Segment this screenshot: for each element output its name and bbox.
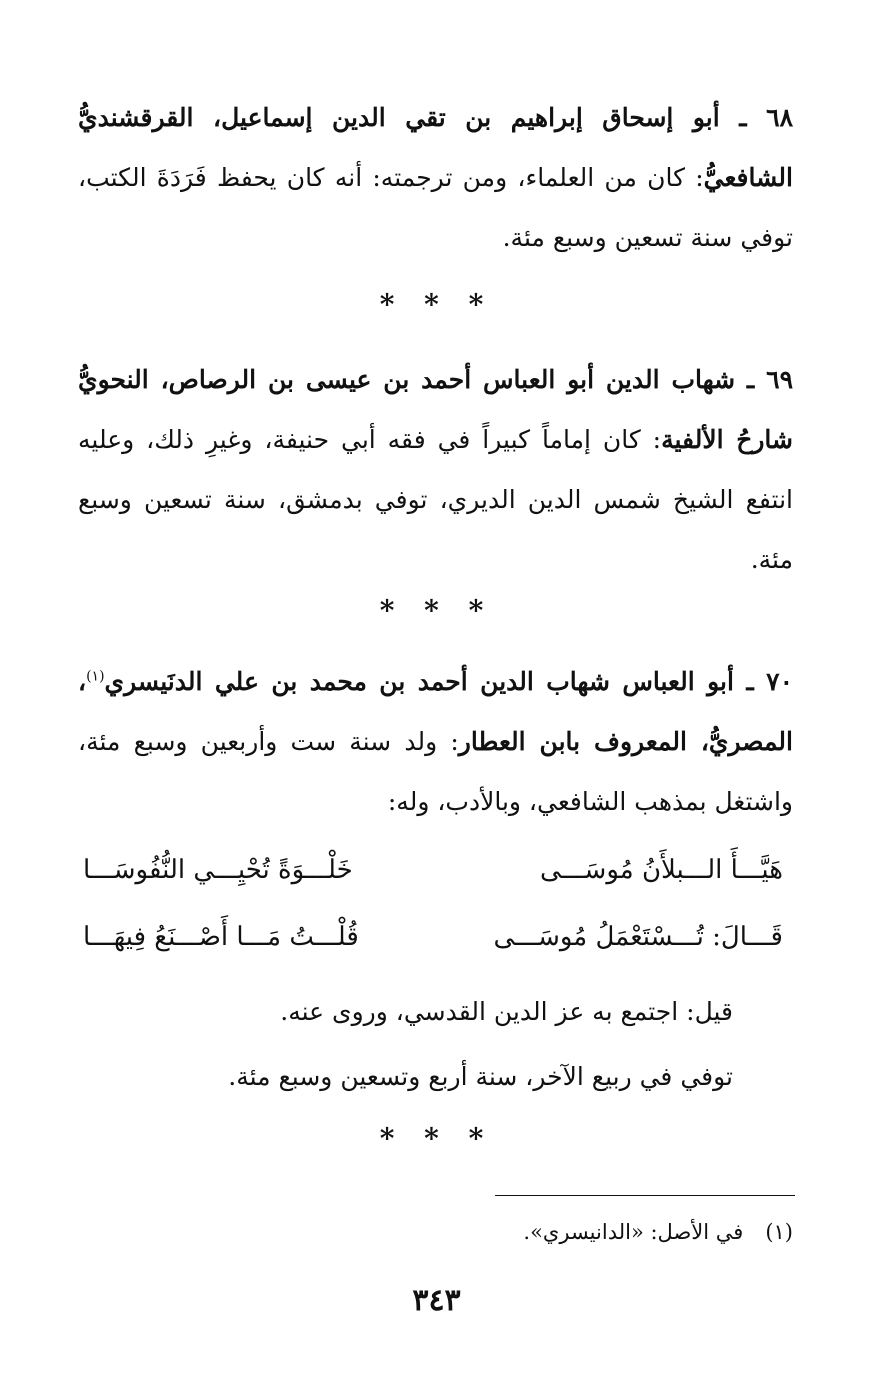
verse-1-first-hemistich: هَيَّـــأَ الـــبلأَنُ مُوسَـــى — [540, 855, 783, 885]
footnote — [523, 1215, 793, 1249]
entry-70-note-2: توفي في ربيع الآخر، سنة أربع وتسعين وسبع مئة. — [228, 1062, 733, 1091]
verse-2-first-hemistich: قَـــالَ: تُـــسْتَعْمَلُ مُوسَـــى — [493, 922, 783, 952]
entry-68 — [78, 88, 793, 268]
entry-70-heading: ٧٠ ـ أبو العباس شهاب الدين أحمد بن محمد بن علي الدنَيسري — [104, 667, 793, 696]
footnote-marker: (١) — [86, 668, 105, 685]
entry-70-body: : ولد سنة ست وأربعين وسبع مئة، واشتغل بمذهب الشافعي، وبالأدب، وله: — [78, 727, 793, 816]
verse-2-second-hemistich: قُلْـــتُ مَـــا أَصْـــنَعُ فِيهَـــا — [83, 922, 359, 952]
footnote-rule — [495, 1195, 795, 1196]
entry-68-heading: ٦٨ ـ أبو إسحاق إبراهيم بن تقي الدين إسماعيل، القرقشنديُّ الشافعيُّ — [78, 103, 793, 192]
entry-68-body: : كان من العلماء، ومن ترجمته: أنه كان يحفظ فَرَدَةَ الكتب، توفي سنة تسعين وسبع مئة. — [78, 163, 793, 252]
entry-70-heading-cont: ، المصريُّ، المعروف بابن العطار — [78, 667, 793, 756]
page-number: ٣٤٣ — [412, 1283, 461, 1318]
entry-70 — [78, 652, 793, 832]
section-separator-1: * * * — [379, 288, 494, 321]
entry-69 — [78, 350, 793, 590]
footnote-number: (١) — [765, 1220, 793, 1244]
entry-70-note-1: قيل: اجتمع به عز الدين القدسي، وروى عنه. — [280, 997, 733, 1026]
entry-69-body: : كان إماماً كبيراً في فقه أبي حنيفة، وغيرِ ذلك، وعليه انتفع الشيخ شمس الدين الديري، توفي بدمشق، سنة تسعين وسبع مئة. — [78, 425, 793, 574]
section-separator-3: * * * — [379, 1122, 494, 1155]
entry-69-heading: ٦٩ ـ شهاب الدين أبو العباس أحمد بن عيسى بن الرصاص، النحويُّ شارحُ الألفية — [78, 365, 793, 454]
footnote-text: في الأصل: «الدانيسري». — [523, 1220, 744, 1244]
section-separator-2: * * * — [379, 594, 494, 627]
poem-verse-2 — [78, 912, 793, 962]
verse-1-second-hemistich: خَلْـــوَةً تُحْيِـــي النُّفُوسَـــا — [83, 855, 353, 885]
poem-verse-1 — [78, 845, 793, 895]
